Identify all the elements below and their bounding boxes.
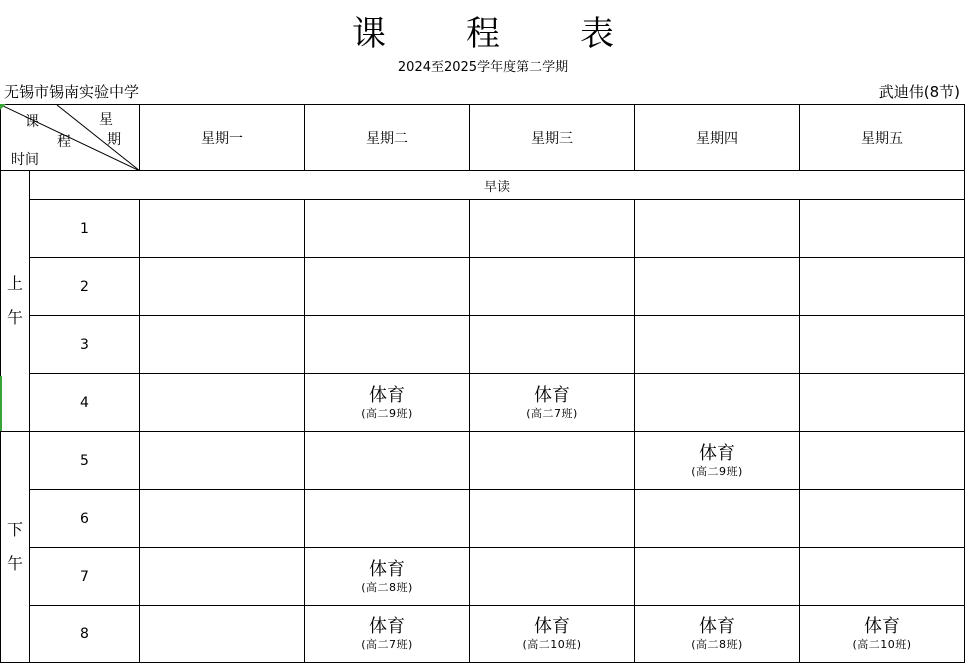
day-header: 星期四 bbox=[635, 105, 800, 171]
schedule-cell bbox=[800, 374, 965, 432]
schedule-cell bbox=[305, 606, 470, 663]
schedule-cell bbox=[470, 316, 635, 374]
period-row bbox=[1, 548, 965, 606]
schedule-cell bbox=[140, 374, 305, 432]
title-char: 课 bbox=[352, 14, 386, 54]
day-header: 星期二 bbox=[305, 105, 470, 171]
class-name: (高二9班) bbox=[361, 406, 413, 420]
title-char: 程 bbox=[466, 14, 500, 54]
header-row bbox=[1, 105, 965, 171]
day-header: 星期三 bbox=[470, 105, 635, 171]
schedule-cell bbox=[635, 432, 800, 490]
schedule-cell bbox=[470, 374, 635, 432]
semester-subtitle: 2024至2025学年度第二学期 bbox=[397, 60, 569, 75]
schedule-cell bbox=[800, 258, 965, 316]
teacher-name: 武迪伟(8节) bbox=[878, 83, 960, 101]
course-name: 体育 bbox=[699, 616, 735, 637]
corner-label-weekday-a: 星 bbox=[99, 112, 113, 128]
course-name: 体育 bbox=[534, 384, 570, 406]
period-number: 7 bbox=[30, 548, 140, 606]
class-name: (高二10班) bbox=[522, 638, 582, 651]
schedule-cell bbox=[635, 258, 800, 316]
period-row bbox=[1, 432, 965, 490]
schedule-cell bbox=[800, 548, 965, 606]
cell-marker bbox=[0, 104, 6, 110]
schedule-cell bbox=[635, 316, 800, 374]
period-number: 5 bbox=[30, 432, 140, 490]
schedule-cell bbox=[800, 606, 965, 663]
period-row bbox=[1, 316, 965, 374]
schedule-cell bbox=[140, 200, 305, 258]
class-name: (高二9班) bbox=[691, 464, 743, 478]
schedule-cell bbox=[305, 316, 470, 374]
schedule-cell bbox=[305, 258, 470, 316]
morning-reading-row bbox=[1, 171, 965, 200]
schedule-cell bbox=[140, 606, 305, 663]
schedule-cell bbox=[800, 316, 965, 374]
morning-reading: 早读 bbox=[30, 171, 965, 200]
corner-label-weekday-b: 期 bbox=[107, 132, 121, 148]
corner-cell bbox=[1, 105, 140, 171]
course-name: 体育 bbox=[534, 616, 570, 637]
schedule-cell bbox=[635, 200, 800, 258]
course-name: 体育 bbox=[699, 442, 735, 464]
course-name: 体育 bbox=[864, 616, 900, 637]
schedule-cell bbox=[305, 432, 470, 490]
schedule-cell bbox=[140, 316, 305, 374]
title-char: 表 bbox=[580, 14, 614, 54]
period-number: 8 bbox=[30, 606, 140, 663]
selection-edge bbox=[0, 376, 2, 431]
schedule-cell bbox=[800, 490, 965, 548]
day-header: 星期五 bbox=[800, 105, 965, 171]
school-name: 无锡市锡南实验中学 bbox=[4, 83, 140, 101]
period-row bbox=[1, 258, 965, 316]
period-number: 3 bbox=[30, 316, 140, 374]
schedule-cell bbox=[140, 548, 305, 606]
schedule-cell bbox=[305, 374, 470, 432]
period-row bbox=[1, 606, 965, 663]
schedule-cell bbox=[470, 490, 635, 548]
class-name: (高二7班) bbox=[361, 638, 413, 651]
schedule-cell bbox=[305, 200, 470, 258]
corner-label-time: 时间 bbox=[11, 152, 39, 168]
course-name: 体育 bbox=[369, 558, 405, 580]
period-row bbox=[1, 374, 965, 432]
page-title bbox=[0, 6, 966, 55]
afternoon-label: 下 午 bbox=[1, 432, 30, 663]
period-number: 1 bbox=[30, 200, 140, 258]
day-header: 星期一 bbox=[140, 105, 305, 171]
schedule-cell bbox=[140, 258, 305, 316]
morning-label: 上 午 bbox=[1, 171, 30, 432]
period-row bbox=[1, 490, 965, 548]
class-name: (高二8班) bbox=[361, 580, 413, 594]
schedule-cell bbox=[470, 258, 635, 316]
class-name: (高二10班) bbox=[852, 638, 912, 651]
period-number: 2 bbox=[30, 258, 140, 316]
schedule-cell bbox=[635, 548, 800, 606]
schedule-cell bbox=[635, 490, 800, 548]
schedule-cell bbox=[800, 200, 965, 258]
schedule-cell bbox=[635, 374, 800, 432]
course-name: 体育 bbox=[369, 384, 405, 406]
period-number: 4 bbox=[30, 374, 140, 432]
timetable bbox=[0, 104, 965, 663]
schedule-cell bbox=[470, 548, 635, 606]
schedule-cell bbox=[140, 432, 305, 490]
course-name: 体育 bbox=[369, 616, 405, 637]
class-name: (高二7班) bbox=[526, 406, 578, 420]
schedule-cell bbox=[800, 432, 965, 490]
schedule-cell bbox=[305, 490, 470, 548]
class-name: (高二8班) bbox=[691, 638, 743, 651]
corner-label-course-a: 课 bbox=[25, 114, 39, 130]
corner-label-course-b: 程 bbox=[57, 134, 71, 150]
schedule-cell bbox=[470, 606, 635, 663]
period-row bbox=[1, 200, 965, 258]
schedule-cell bbox=[470, 432, 635, 490]
schedule-cell bbox=[140, 490, 305, 548]
schedule-cell bbox=[470, 200, 635, 258]
schedule-cell bbox=[635, 606, 800, 663]
schedule-cell bbox=[305, 548, 470, 606]
period-number: 6 bbox=[30, 490, 140, 548]
